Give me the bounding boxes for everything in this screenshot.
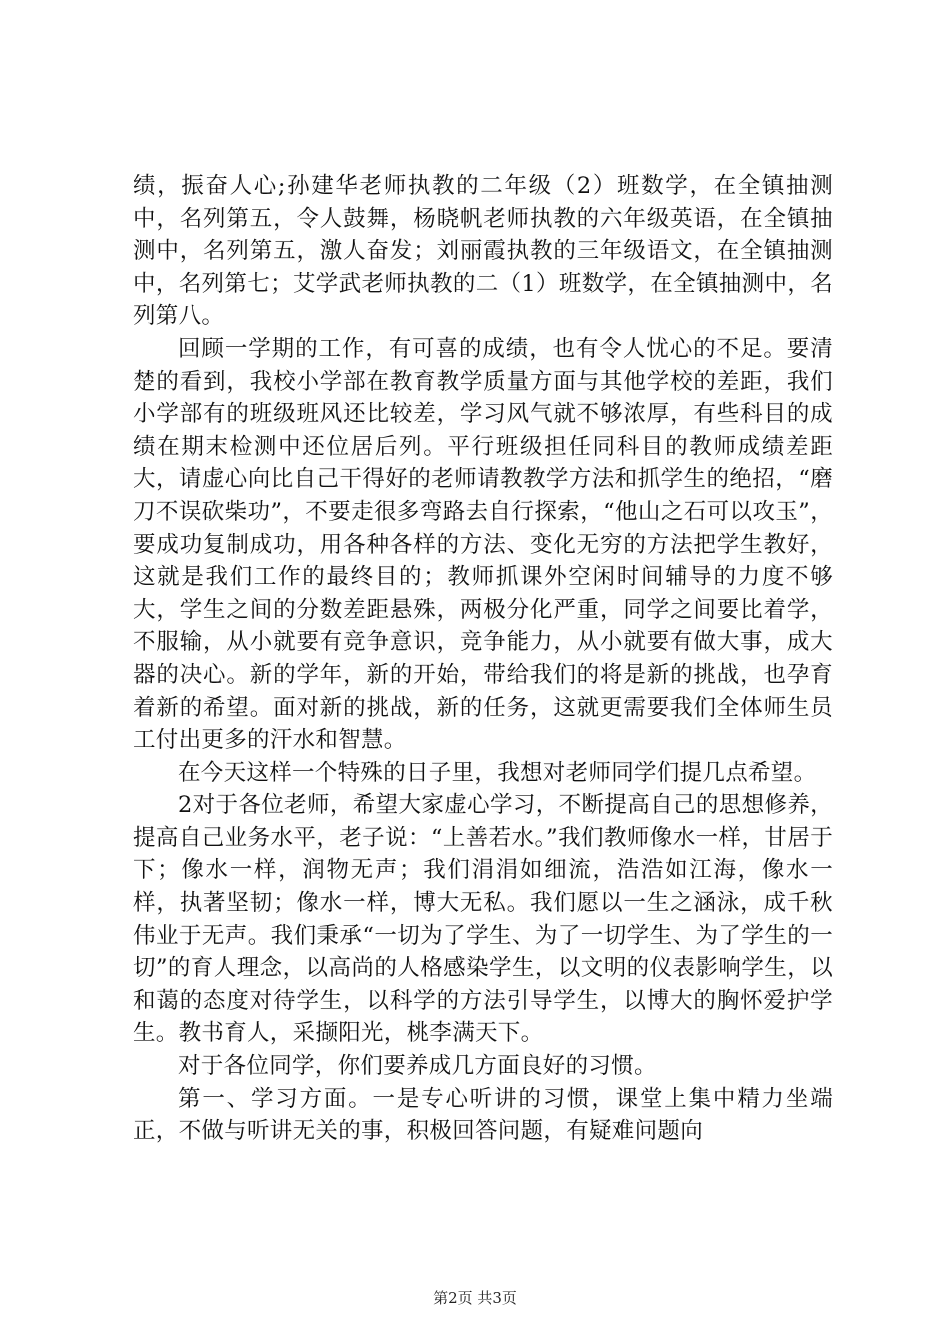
- paragraph-study-habits: 第一、学习方面。一是专心听讲的习惯，课堂上集中精力坐端正，不做与听讲无关的事，积极回答问题，有疑难问题向: [133, 1085, 833, 1145]
- paragraph-teachers: 2对于各位老师，希望大家虚心学习，不断提高自己的思想修养，提高自己业务水平，老子说：“上善若水。”我们教师像水一样，甘居于下；像水一样，润物无声；我们涓涓如细流，浩浩如江海，像水一样，执著坚韧；像水一样，博大无私。我们愿以一生之涵泳，成千秋伟业于无声。我们秉承“一切为了学生、为了一切学生、为了学生的一切”的育人理念，以高尚的人格感染学生，以文明的仪表影响学生，以和蔼的态度对待学生，以科学的方法引导学生，以博大的胸怀爱护学生。教书育人，采撷阳光，桃李满天下。: [133, 792, 833, 1047]
- paragraph-continued: 绩，振奋人心;孙建华老师执教的二年级（2）班数学，在全镇抽测中，名列第五，令人鼓舞，杨晓帆老师执教的六年级英语，在全镇抽测中，名列第五，激人奋发；刘丽霞执教的三年级语文，在全镇抽测中，名列第七；艾学武老师执教的二（1）班数学，在全镇抽测中，名列第八。: [133, 173, 833, 330]
- paragraph-hopes-intro: 在今天这样一个特殊的日子里，我想对老师同学们提几点希望。: [178, 759, 817, 786]
- document-body: [133, 170, 833, 1148]
- paragraph-students-intro: 对于各位同学，你们要养成几方面良好的习惯。: [178, 1053, 657, 1080]
- page-footer: 第2页 共3页: [433, 1289, 517, 1307]
- paragraph-review: 回顾一学期的工作，有可喜的成绩，也有令人忧心的不足。要清楚的看到，我校小学部在教育教学质量方面与其他学校的差距，我们小学部有的班级班风还比较差，学习风气就不够浓厚，有些科目的成绩在期末检测中还位居后列。平行班级担任同科目的教师成绩差距大，请虚心向比自己干得好的老师请教教学方法和抓学生的绝招，“磨刀不误砍柴功”，不要走很多弯路去自行探索，“他山之石可以攻玉”，要成功复制成功，用各种各样的方法、变化无穷的方法把学生教好，这就是我们工作的最终目的；教师抓课外空闲时间辅导的力度不够大，学生之间的分数差距悬殊，两极分化严重，同学之间要比着学，不服输，从小就要有竞争意识，竞争能力，从小就要有做大事，成大器的决心。新的学年，新的开始，带给我们的将是新的挑战，也孕育着新的希望。面对新的挑战，新的任务，这就更需要我们全体师生员工付出更多的汗水和智慧。: [133, 335, 833, 754]
